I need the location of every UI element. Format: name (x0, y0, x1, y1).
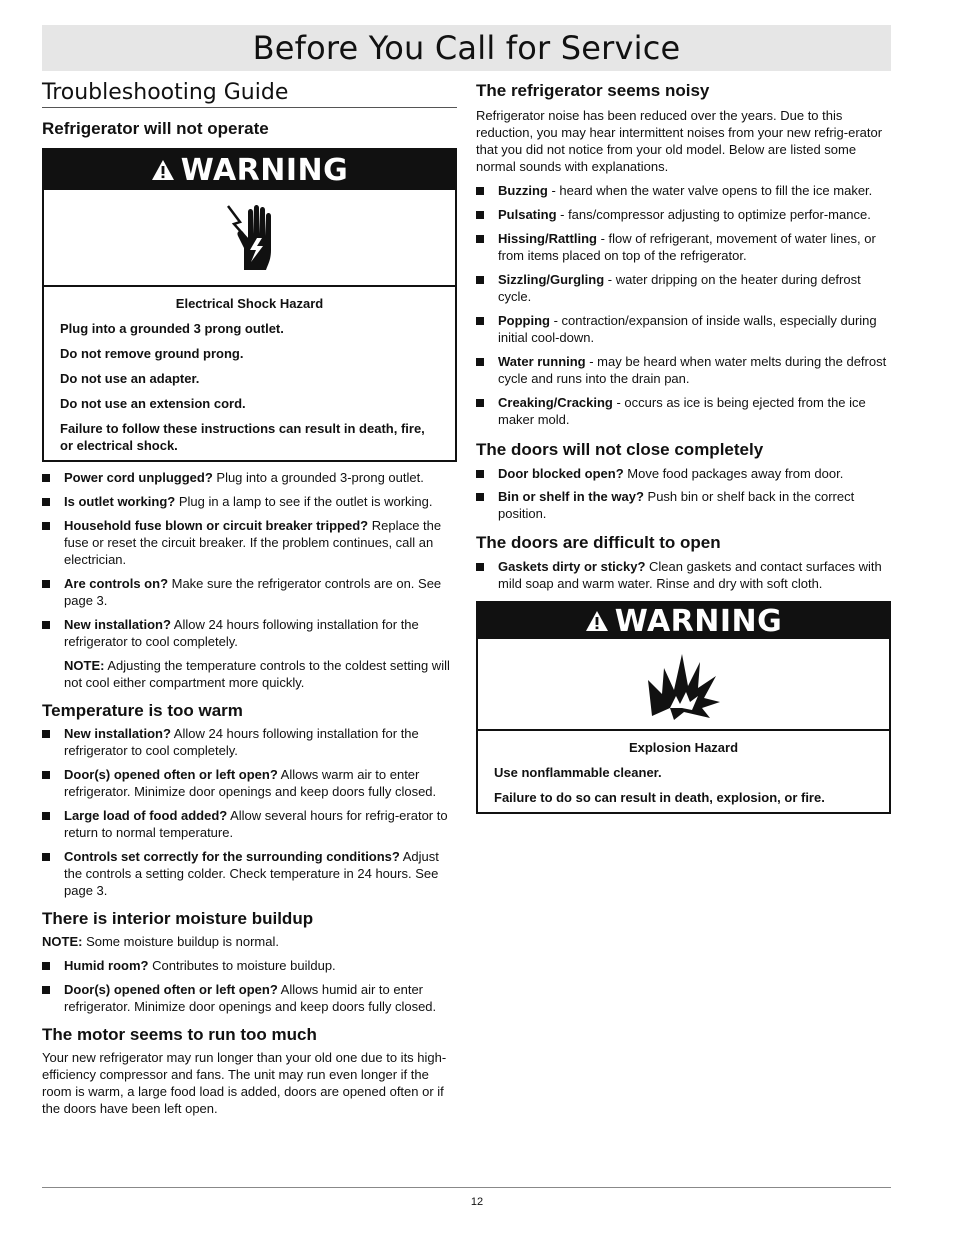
warning-header (44, 150, 455, 190)
list-item: Water running - may be heard when water melts during the defrost cycle and runs into the drain pan. (476, 353, 891, 387)
warning-line: Failure to follow these instructions can result in death, fire, or electrical shock. (60, 421, 425, 453)
list-item: Are controls on? Make sure the refrigerator controls are on. See page 3. (42, 575, 457, 609)
noisy-list (476, 182, 891, 428)
warning-triangle-icon (585, 610, 609, 632)
list-item: Hissing/Rattling - flow of refrigerant, movement of water lines, or from items placed on top of the refrigerator. (476, 230, 891, 264)
list-item: Popping - contraction/expansion of inside walls, especially during initial cool-down. (476, 312, 891, 346)
list-item: New installation? Allow 24 hours following installation for the refrigerator to cool completely. (42, 616, 457, 650)
electrical-shock-hand-icon (210, 198, 290, 278)
warning-body (478, 731, 889, 812)
not-operate-list (42, 469, 457, 650)
heading-too-warm: Temperature is too warm (42, 701, 243, 720)
list-item: Pulsating - fans/compressor adjusting to optimize perfor-mance. (476, 206, 891, 223)
list-item: Power cord unplugged? Plug into a grounded 3-prong outlet. (42, 469, 457, 486)
list-item: Controls set correctly for the surrounding conditions? Adjust the controls a setting colder. Check temperature in 24 hours. See page 3. (42, 848, 457, 899)
section-title: Troubleshooting Guide (42, 80, 457, 108)
warning-triangle-icon (151, 159, 175, 181)
heading-moisture: There is interior moisture buildup (42, 909, 314, 928)
too-warm-list (42, 725, 457, 899)
motor-paragraph: Your new refrigerator may run longer than your old one due to its high-efficiency compressor and fans. The unit may run even longer if the room is warm, a large food load is added, doors are opened often or if the doors have been left open. (42, 1050, 447, 1116)
warning-line: Use nonflammable cleaner. (494, 765, 662, 780)
note-paragraph: NOTE: Adjusting the temperature controls to the coldest setting will not cool either compartment more quickly. (64, 658, 450, 690)
doors-close-list (476, 465, 891, 522)
list-item: Is outlet working? Plug in a lamp to see if the outlet is working. (42, 493, 457, 510)
hazard-title: Electrical Shock Hazard (175, 296, 324, 311)
list-item: Gaskets dirty or sticky? Clean gaskets and contact surfaces with mild soap and warm water. Rinse and dry with soft cloth. (476, 558, 891, 592)
warning-label: WARNING (614, 603, 783, 639)
warning-line: Do not use an adapter. (60, 371, 200, 386)
moisture-note: NOTE: Some moisture buildup is normal. (42, 934, 279, 949)
warning-line: Do not use an extension cord. (60, 396, 246, 411)
explosion-warning-box (476, 601, 891, 814)
warning-line: Failure to do so can result in death, explosion, or fire. (494, 790, 825, 805)
doors-open-list (476, 558, 891, 592)
list-item: Creaking/Cracking - occurs as ice is being ejected from the ice maker mold. (476, 394, 891, 428)
warning-header (478, 603, 889, 639)
heading-doors-close: The doors will not close completely (476, 440, 764, 459)
page-number: 12 (470, 1196, 484, 1208)
list-item: Bin or shelf in the way? Push bin or shelf back in the correct position. (476, 488, 891, 522)
list-item: Door(s) opened often or left open? Allows humid air to enter refrigerator. Minimize door openings and keep doors fully closed. (42, 981, 457, 1015)
hazard-title: Explosion Hazard (628, 740, 739, 755)
explosion-icon (644, 646, 724, 722)
left-column (42, 80, 457, 1117)
list-item: Household fuse blown or circuit breaker tripped? Replace the fuse or reset the circuit breaker. If the problem continues, call an electrician. (42, 517, 457, 568)
list-item: Door blocked open? Move food packages away from door. (476, 465, 891, 482)
heading-not-operate: Refrigerator will not operate (42, 119, 269, 138)
shock-icon-area (44, 190, 455, 287)
heading-noisy: The refrigerator seems noisy (476, 81, 710, 100)
moisture-list (42, 957, 457, 1015)
page-title: Before You Call for Service (252, 29, 681, 67)
list-item: Humid room? Contributes to moisture buildup. (42, 957, 457, 974)
footer-divider (42, 1187, 891, 1188)
list-item: Sizzling/Gurgling - water dripping on the heater during defrost cycle. (476, 271, 891, 305)
list-item: Buzzing - heard when the water valve opens to fill the ice maker. (476, 182, 891, 199)
explosion-icon-area (478, 639, 889, 731)
warning-label: WARNING (180, 152, 349, 188)
page-title-bar (42, 25, 891, 71)
list-item: Large load of food added? Allow several hours for refrig-erator to return to normal temperature. (42, 807, 457, 841)
list-item: New installation? Allow 24 hours following installation for the refrigerator to cool completely. (42, 725, 457, 759)
warning-line: Do not remove ground prong. (60, 346, 244, 361)
list-item: Door(s) opened often or left open? Allows warm air to enter refrigerator. Minimize door openings and keep doors fully closed. (42, 766, 457, 800)
warning-body (44, 287, 455, 460)
heading-doors-open: The doors are difficult to open (476, 533, 721, 552)
noisy-intro: Refrigerator noise has been reduced over the years. Due to this reduction, you may hear intermittent noises from your new refrig-erator that you did not notice from your old model. Below are listed some normal sounds with explanations. (476, 108, 883, 174)
heading-motor: The motor seems to run too much (42, 1025, 317, 1044)
electrical-warning-box (42, 148, 457, 462)
right-column (476, 81, 891, 814)
warning-line: Plug into a grounded 3 prong outlet. (60, 321, 284, 336)
